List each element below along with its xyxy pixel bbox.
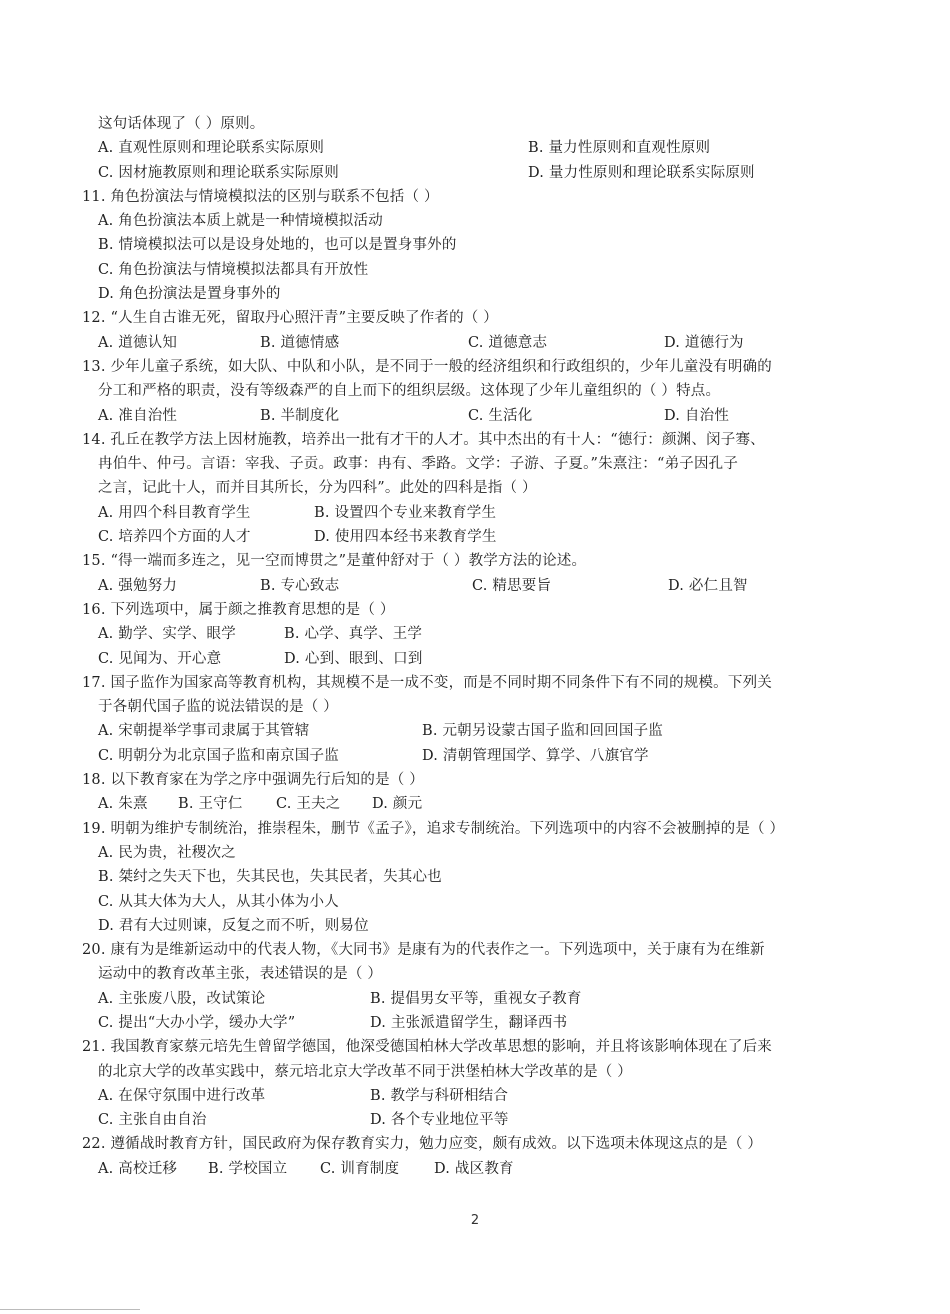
option-d: D. 颜元: [372, 796, 423, 813]
option-a: A. 高校迁移: [98, 1160, 178, 1177]
question-18-stem: 18. 以下教育家在为学之序中强调先行后知的是（ ）: [82, 772, 424, 789]
question-12-options: [82, 331, 862, 355]
question-16-options-row-2: [82, 647, 862, 671]
option-d: D. 必仁且智: [668, 577, 748, 594]
option-c: C. 因材施教原则和理论联系实际原则: [98, 164, 339, 181]
option-b: B. 学校国立: [208, 1160, 288, 1177]
option-b: B. 半制度化: [260, 407, 340, 424]
option-d: D. 使用四本经书来教育学生: [314, 529, 497, 546]
question-21-options-row-1: [82, 1084, 862, 1108]
option-c: C. 提出“大办小学，缓办大学”: [98, 1014, 296, 1031]
question-13-stem-line-2: 分工和严格的职责，没有等级森严的自上而下的组织层级。这体现了少年儿童组织的（ ）特点。: [98, 383, 721, 400]
question-20-stem-line-2: 运动中的教育改革主张，表述错误的是（ ）: [98, 966, 383, 983]
question-17-stem-line-1: 17. 国子监作为国家高等教育机构，其规模不是一成不变，而是不同时期不同条件下有不同的规模。下列关: [82, 674, 772, 691]
exam-page: [82, 112, 862, 1181]
option-c: C. 见闻为、开心意: [98, 650, 222, 667]
question-20-stem-line-1: 20. 康有为是维新运动中的代表人物，《大同书》是康有为的代表作之一。下列选项中，关于康有为在维新: [82, 942, 765, 959]
option-a: A. 宋朝提举学事司隶属于其管辖: [98, 723, 310, 740]
option-b: B. 教学与科研相结合: [370, 1087, 509, 1104]
option-b: B. 元朝另设蒙古国子监和回回国子监: [422, 723, 663, 740]
option-a: A. 在保守氛围中进行改革: [98, 1087, 266, 1104]
question-16-stem: 16. 下列选项中，属于颜之推教育思想的是（ ）: [82, 601, 395, 618]
question-17-options-row-1: [82, 719, 862, 743]
question-21-stem-line-1: 21. 我国教育家蔡元培先生曾留学德国，他深受德国柏林大学改革思想的影响，并且将该影响体现在了后来: [82, 1039, 772, 1056]
option-c: C. 明朝分为北京国子监和南京国子监: [98, 747, 339, 764]
question-19-stem: 19. 明朝为维护专制统治，推崇程朱，删节《孟子》，追求专制统治。下列选项中的内容不会被删掉的是（ ）: [82, 820, 785, 837]
question-11-option-a: A. 角色扮演法本质上就是一种情境模拟活动: [98, 213, 383, 230]
question-12-stem: 12. “人生自古谁无死，留取丹心照汗青”主要反映了作者的（ ）: [82, 310, 499, 327]
option-d: D. 量力性原则和理论联系实际原则: [528, 164, 755, 181]
option-b: B. 心学、真学、王学: [284, 626, 423, 643]
option-b: B. 专心致志: [260, 577, 340, 594]
question-14-stem-line-2: 冉伯牛、仲弓。言语：宰我、子贡。政事：冉有、季路。文学：子游、子夏。”朱熹注：“弟子因孔子: [98, 456, 739, 473]
question-20-options-row-1: [82, 987, 862, 1011]
option-a: A. 准自治性: [98, 407, 178, 424]
question-17-stem-line-2: 于各朝代国子监的说法错误的是（ ）: [98, 699, 339, 716]
option-d: D. 道德行为: [664, 334, 744, 351]
option-b: B. 提倡男女平等，重视女子教育: [370, 990, 582, 1007]
option-c: C. 培养四个方面的人才: [98, 529, 251, 546]
option-b: B. 道德情感: [260, 334, 340, 351]
option-d: D. 心到、眼到、口到: [284, 650, 423, 667]
option-c: C. 主张自由自治: [98, 1112, 207, 1129]
question-19-option-d: D. 君有大过则谏，反复之而不听，则易位: [98, 917, 369, 934]
question-10-continuation: 这句话体现了（ ）原则。: [98, 116, 265, 132]
question-22-stem: 22. 遵循战时教育方针，国民政府为保存教育实力，勉力应变，颇有成效。以下选项未体现这点的是（ ）: [82, 1136, 763, 1153]
option-a: A. 朱熹: [98, 796, 148, 813]
question-13-stem-line-1: 13. 少年儿童子系统，如大队、中队和小队，是不同于一般的经济组织和行政组织的，少年儿童没有明确的: [82, 358, 772, 375]
question-11-option-d: D. 角色扮演法是置身事外的: [98, 286, 281, 303]
question-10-options-row-2: [82, 161, 862, 185]
question-18-options: [82, 792, 862, 816]
option-b: B. 设置四个专业来教育学生: [314, 504, 497, 521]
scan-edge-divider: [0, 1309, 140, 1310]
option-b: B. 量力性原则和直观性原则: [528, 140, 711, 157]
question-11-option-b: B. 情境模拟法可以是设身处地的，也可以是置身事外的: [98, 237, 457, 254]
option-c: C. 王夫之: [276, 796, 341, 813]
question-10-options-row-1: [82, 136, 862, 160]
option-d: D. 战区教育: [434, 1160, 514, 1177]
question-16-options-row-1: [82, 622, 862, 646]
option-c: C. 道德意志: [468, 334, 548, 351]
option-c: C. 生活化: [468, 407, 533, 424]
question-21-options-row-2: [82, 1108, 862, 1132]
question-15-stem: 15. “得一端而多连之，见一空而博贯之”是董仲舒对于（ ）教学方法的论述。: [82, 553, 587, 570]
question-14-stem-line-3: 之言，记此十人，而并目其所长，分为四科”。此处的四科是指（ ）: [98, 480, 537, 497]
question-21-stem-line-2: 的北京大学的改革实践中，蔡元培北京大学改革不同于洪堡柏林大学改革的是（ ）: [98, 1063, 633, 1080]
page-number: 2: [470, 1213, 480, 1228]
question-17-options-row-2: [82, 744, 862, 768]
option-a: A. 直观性原则和理论联系实际原则: [98, 140, 325, 157]
question-14-stem-line-1: 14. 孔丘在教学方法上因材施教，培养出一批有才干的人才。其中杰出的有十人：“德行：颜渊、闵子骞、: [82, 431, 765, 448]
question-19-option-b: B. 桀纣之失天下也，失其民也，失其民者，失其心也: [98, 869, 442, 886]
option-d: D. 自治性: [664, 407, 730, 424]
option-d: D. 各个专业地位平等: [370, 1112, 509, 1129]
question-14-options-row-1: [82, 501, 862, 525]
question-15-options: [82, 574, 862, 598]
question-19-option-c: C. 从其大体为大人，从其小体为小人: [98, 893, 339, 910]
option-a: A. 主张废八股，改试策论: [98, 990, 266, 1007]
option-c: C. 训育制度: [320, 1160, 400, 1177]
option-a: A. 勤学、实学、眼学: [98, 626, 236, 643]
question-22-options: [82, 1157, 862, 1181]
question-11-option-c: C. 角色扮演法与情境模拟法都具有开放性: [98, 261, 369, 278]
question-14-options-row-2: [82, 525, 862, 549]
option-d: D. 清朝管理国学、算学、八旗官学: [422, 747, 649, 764]
question-11-stem: 11. 角色扮演法与情境模拟法的区别与联系不包括（ ）: [82, 188, 439, 205]
option-a: A. 强勉努力: [98, 577, 178, 594]
option-a: A. 用四个科目教育学生: [98, 504, 251, 521]
option-c: C. 精思要旨: [472, 577, 552, 594]
option-d: D. 主张派遣留学生，翻译西书: [370, 1014, 568, 1031]
question-19-option-a: A. 民为贵，社稷次之: [98, 844, 236, 861]
question-13-options: [82, 404, 862, 428]
option-a: A. 道德认知: [98, 334, 178, 351]
option-b: B. 王守仁: [178, 796, 243, 813]
question-20-options-row-2: [82, 1011, 862, 1035]
